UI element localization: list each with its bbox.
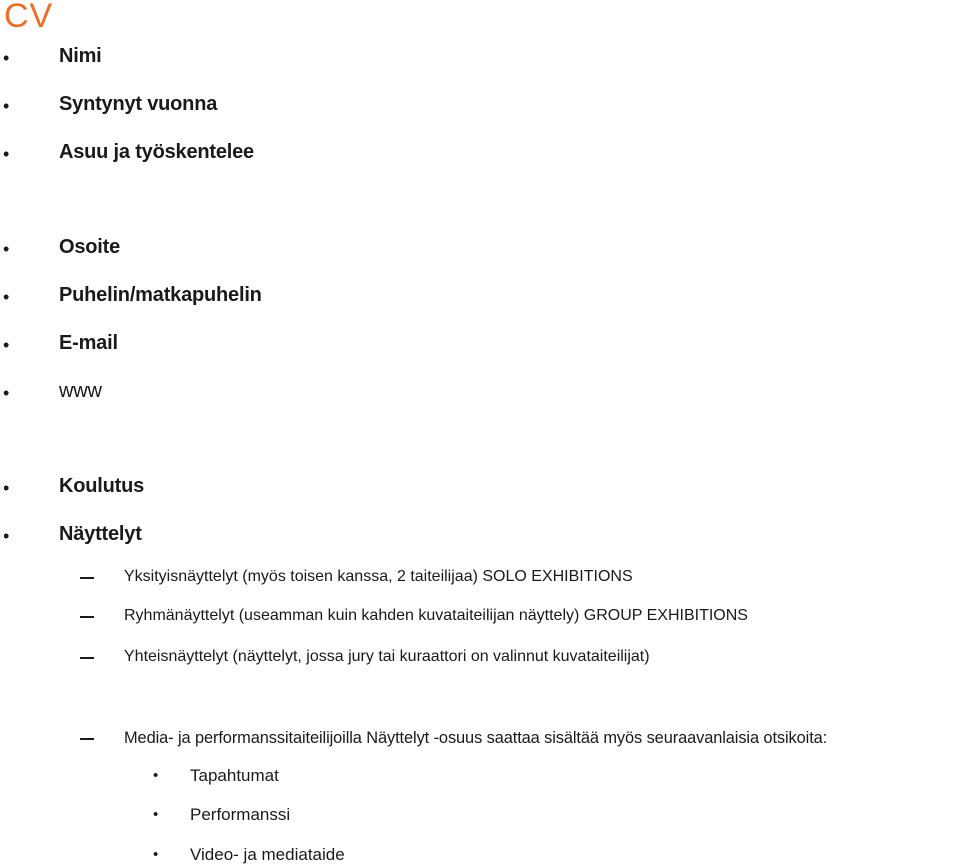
bullet-icon: • [3, 335, 10, 355]
bullet-icon: • [3, 144, 10, 164]
dash-icon [80, 616, 94, 618]
list-item-label: Puhelin/matkapuhelin [59, 284, 262, 306]
bullet-icon: • [153, 846, 159, 863]
bullet-icon: • [3, 96, 10, 116]
dash-icon [80, 657, 94, 659]
media-subitem-label: Video- ja mediataide [190, 845, 345, 864]
dash-icon [80, 738, 94, 740]
list-item-label: Osoite [59, 236, 121, 258]
media-subitem-label: Tapahtumat [190, 766, 279, 785]
list-item-label: Asuu ja työskentelee [59, 141, 254, 163]
bullet-icon: • [3, 239, 10, 259]
list-item-label: Näyttelyt [59, 523, 142, 545]
bullet-icon: • [3, 48, 10, 68]
sublist-item-label: Media- ja performanssitaiteilijoilla Näyttelyt -osuus saattaa sisältää myös seuraavanlaisia otsikoita: [124, 729, 828, 747]
media-subitem-label: Performanssi [190, 805, 291, 824]
list-item-label: Syntynyt vuonna [59, 93, 218, 115]
bullet-icon: • [3, 383, 10, 403]
bullet-icon: • [3, 287, 10, 307]
list-item-label: Koulutus [59, 475, 145, 497]
sublist-item-label: Ryhmänäyttelyt (useamman kuin kahden kuvataiteilijan näyttely) GROUP EXHIBITIONS [124, 607, 748, 624]
bullet-icon: • [153, 767, 159, 784]
bullet-icon: • [153, 806, 159, 823]
sublist-item-label: Yhteisnäyttelyt (näyttelyt, jossa jury tai kuraattori on valinnut kuvataiteilijat) [124, 648, 650, 665]
list-item-label: Nimi [59, 45, 102, 67]
list-item-label: E-mail [59, 332, 118, 354]
page-title: CV [4, 0, 54, 35]
dash-icon [80, 577, 94, 579]
list-item-label: www [59, 380, 102, 402]
bullet-icon: • [3, 526, 10, 546]
bullet-icon: • [3, 478, 10, 498]
sublist-item-label: Yksityisnäyttelyt (myös toisen kanssa, 2 taiteilijaa) SOLO EXHIBITIONS [124, 568, 633, 585]
